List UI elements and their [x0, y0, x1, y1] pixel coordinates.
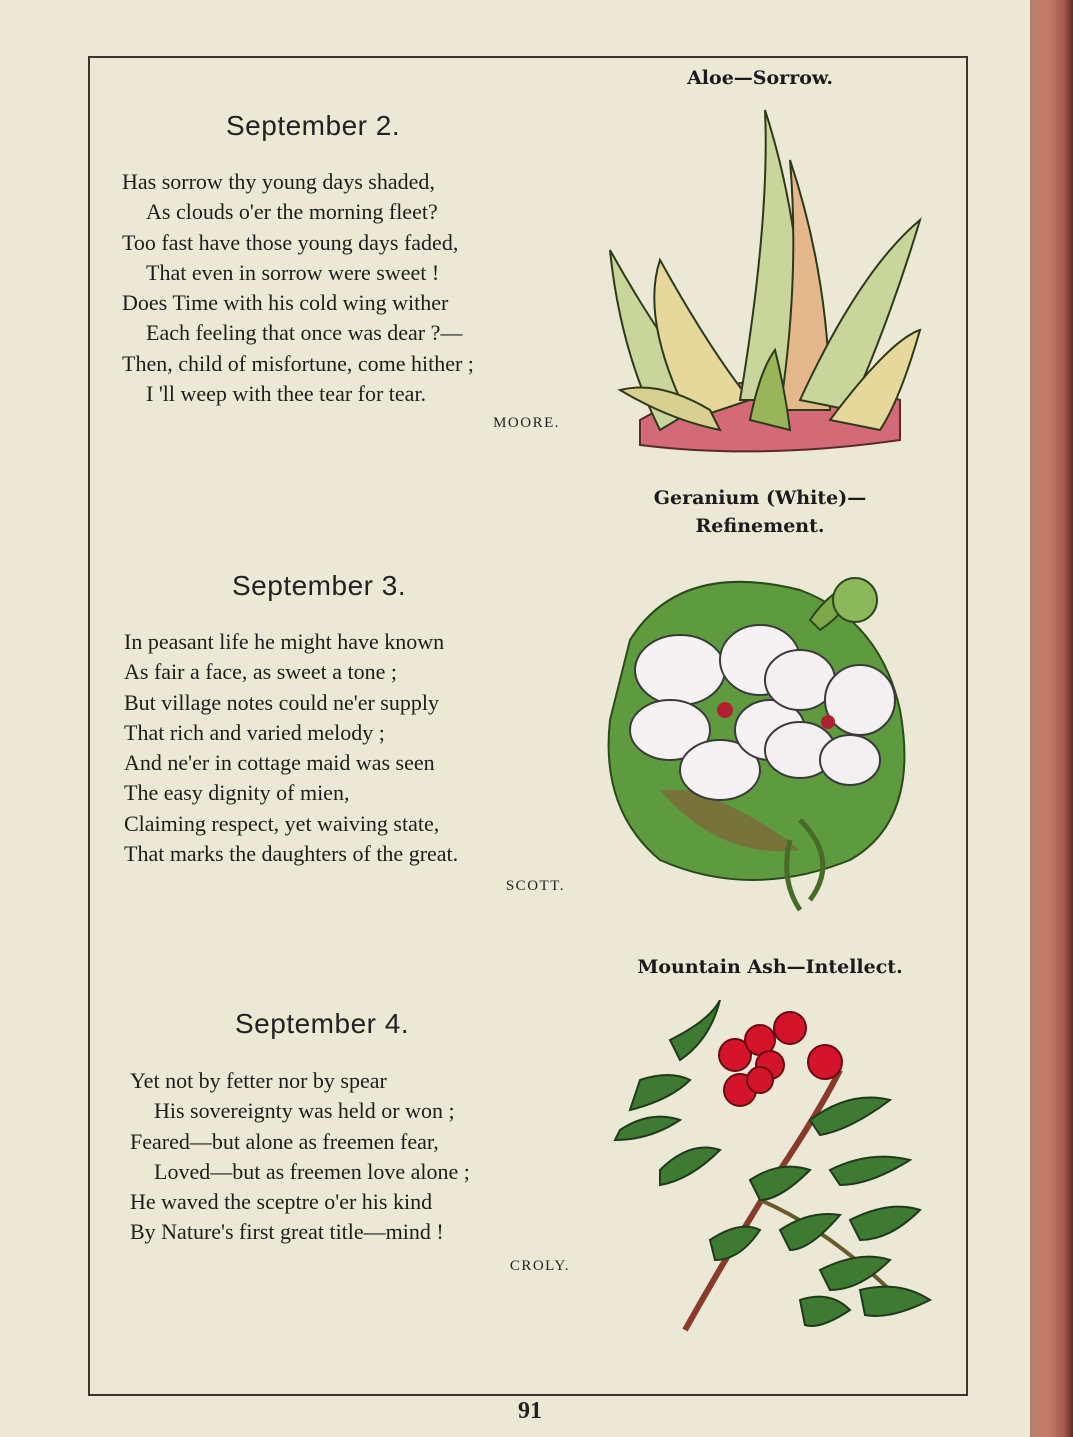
poem-line: Loved—but as freemen love alone ;: [154, 1158, 470, 1184]
poem-line: Too fast have those young days faded,: [122, 229, 459, 255]
geranium-illustration: [600, 560, 920, 920]
poem-sep-2: [122, 167, 474, 409]
poem-line: Claiming respect, yet waiving state,: [124, 810, 440, 836]
author-moore: MOORE.: [493, 415, 560, 431]
poem-line: That marks the daughters of the great.: [124, 841, 459, 867]
poem-line: Feared—but alone as freemen fear,: [130, 1128, 439, 1154]
poem-line: But village notes could ne'er supply: [124, 689, 439, 715]
poem-line: Does Time with his cold wing wither: [122, 290, 449, 316]
poem-line: As clouds o'er the morning fleet?: [146, 199, 438, 225]
page-number: 91: [518, 1398, 542, 1424]
poem-line: As fair a face, as sweet a tone ;: [124, 659, 398, 685]
flower-title-line: Refinement.: [695, 515, 825, 537]
poem-line: In peasant life he might have known: [124, 629, 445, 654]
poem-line: I 'll weep with thee tear for tear.: [146, 381, 427, 407]
mountain-ash-illustration: [610, 1000, 940, 1345]
date-heading-sep-4: September 4.: [235, 1008, 410, 1039]
book-page-edge: [1030, 0, 1073, 1437]
poem-line: By Nature's first great title—mind !: [130, 1219, 444, 1245]
poem-line: And ne'er in cottage maid was seen: [124, 750, 435, 776]
poem-sep-4: [130, 1066, 470, 1248]
poem-line: He waved the sceptre o'er his kind: [130, 1189, 433, 1215]
aloe-illustration: [600, 100, 930, 460]
poem-line: Yet not by fetter nor by spear: [130, 1068, 387, 1093]
poem-line: Then, child of misfortune, come hither ;: [122, 350, 474, 376]
flower-title-aloe: Aloe—Sorrow.: [687, 67, 833, 89]
poem-sep-3: [124, 627, 458, 869]
date-heading-sep-3: September 3.: [232, 570, 407, 601]
flower-title-mountain-ash: Mountain Ash—Intellect.: [637, 956, 903, 978]
poem-line: That rich and varied melody ;: [124, 719, 385, 745]
flower-title-geranium: [620, 484, 900, 540]
poem-line: That even in sorrow were sweet !: [146, 259, 440, 285]
poem-line: The easy dignity of mien,: [124, 780, 350, 806]
poem-line: Each feeling that once was dear ?—: [146, 320, 463, 346]
author-croly: CROLY.: [509, 1258, 570, 1274]
date-heading-sep-2: September 2.: [226, 110, 401, 141]
poem-line: Has sorrow thy young days shaded,: [122, 169, 435, 194]
poem-line: His sovereignty was held or won ;: [154, 1098, 455, 1124]
author-scott: SCOTT.: [505, 878, 565, 894]
flower-title-line: Geranium (White)—: [653, 487, 867, 509]
